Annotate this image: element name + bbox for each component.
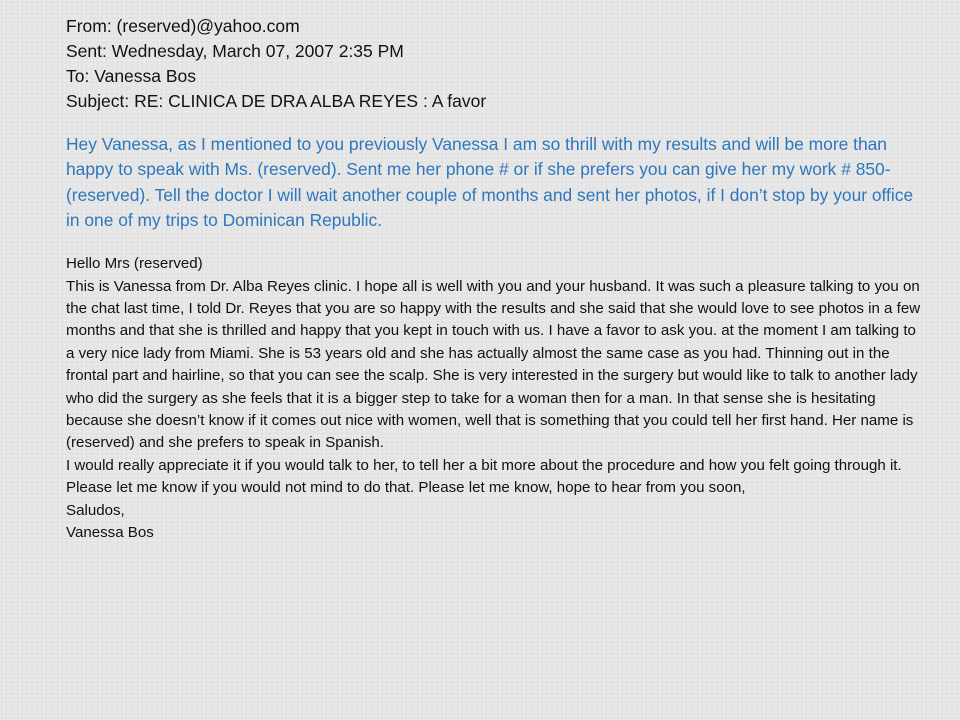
signature: Vanessa Bos: [66, 524, 154, 542]
original-message: [66, 253, 926, 544]
greeting: Hello Mrs (reserved): [66, 255, 203, 273]
email-header: [66, 14, 926, 114]
message-paragraph: I would really appreciate it if you would talk to her, to tell her a bit more about the procedure and how you felt going through it. Please let me know if you would not mind to do that. Please let me know, hope to hear from you soon,: [66, 456, 902, 497]
message-paragraph: This is Vanessa from Dr. Alba Reyes clinic. I hope all is well with you and your husband. It was such a pleasure talking to you on the chat last time, I told Dr. Reyes that you are so happy with the results and she said that she would love to see photos in a few months and that she is thrilled and happy that you kept in touch with us. I have a favor to ask you. at the moment I am talking to a very nice lady from Miami. She is 53 years old and she has actually almost the same case as you had. Thinning out in the frontal part and hairline, so that you can see the scalp. She is very interested in the surgery but would like to talk to another lady who did the surgery as she feels that it is a bigger step to take for a woman then for a man. In that sense she is hesitating because she doesn’t know if it comes out nice with women, well that is something that you could tell her first hand. Her name is (reserved) and she prefers to speak in Spanish.: [66, 277, 921, 452]
to-line: To: Vanessa Bos: [66, 66, 197, 86]
email-slide: [66, 14, 926, 544]
reply-message: Hey Vanessa, as I mentioned to you previously Vanessa I am so thrill with my results and will be more than happy to speak with Ms. (reserved). Sent me her phone # or if she prefers you can give her my work # 850- (reserved). Tell the doctor I will wait another couple of months and sent her photos, if I don’t stop by your office in one of my trips to Dominican Republic.: [66, 134, 914, 230]
subject-line: Subject: RE: CLINICA DE DRA ALBA REYES : A favor: [66, 91, 487, 111]
from-line: From: (reserved)@yahoo.com: [66, 16, 300, 36]
sent-line: Sent: Wednesday, March 07, 2007 2:35 PM: [66, 41, 404, 61]
closing: Saludos,: [66, 501, 125, 519]
